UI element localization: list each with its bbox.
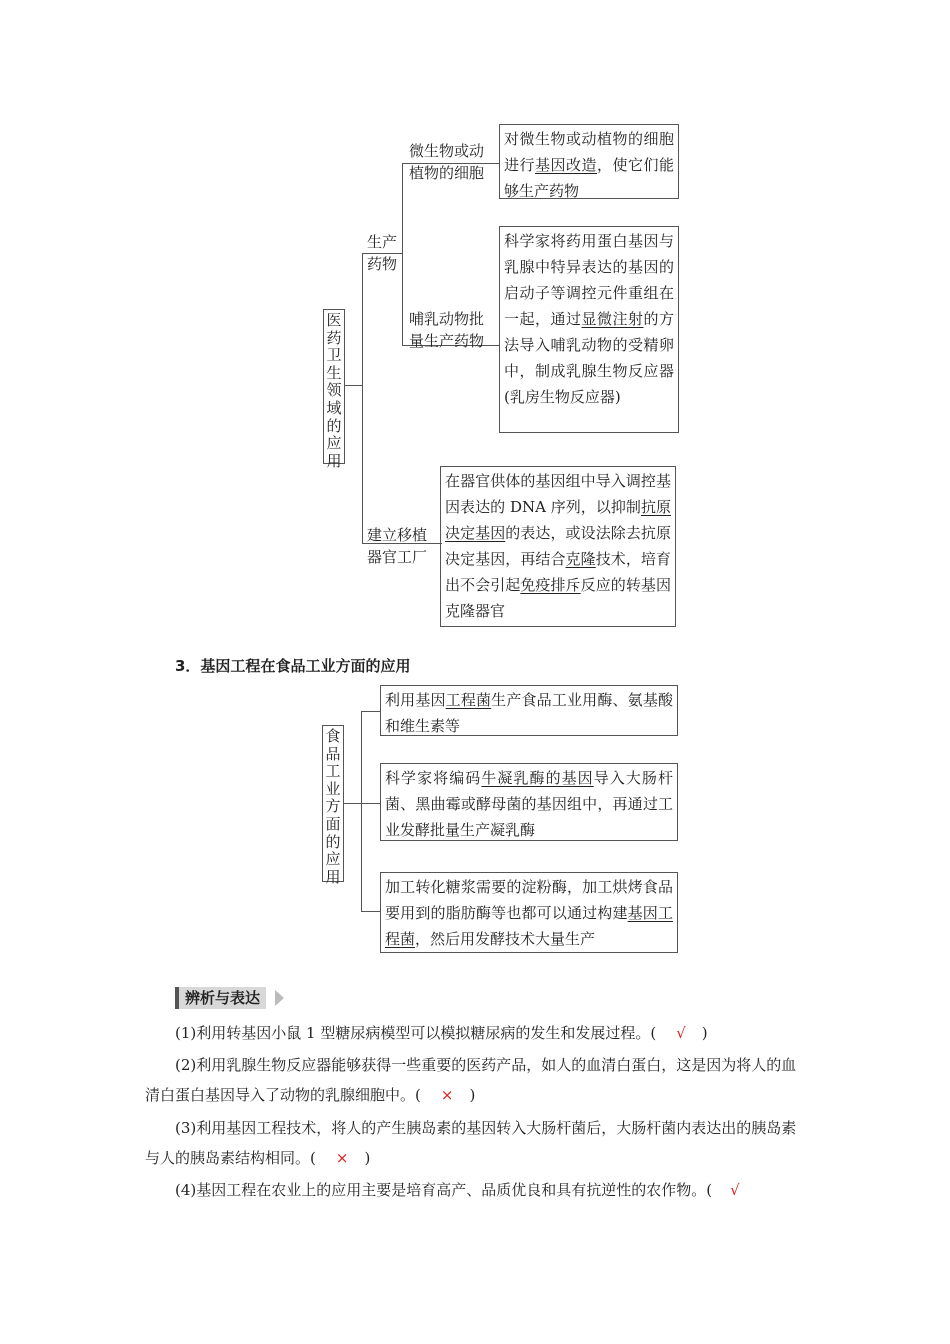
judgment-item-2 <box>145 1050 805 1110</box>
connector <box>362 253 363 544</box>
text: 生产食品工业用酶、氨基酸和维生素等 <box>385 691 673 735</box>
sub-micro-line2: 植物的细胞 <box>409 164 485 182</box>
text: 导入大肠杆菌、黑曲霉或酵母菌的基因组中，再通过工业发酵批量生产凝乳酶 <box>385 769 673 839</box>
check-mark-icon: √ <box>676 1024 686 1042</box>
text: ，然后用发酵技术大量生产 <box>415 930 596 948</box>
analysis-tag: 辨析与表达 <box>175 987 266 1009</box>
branch-produce-line1: 生产 <box>367 233 398 251</box>
item-text: (3)利用基因工程技术，将人的产生胰岛素的基因转入大肠杆菌后，大肠杆菌内表达出的胰岛素与人的胰岛素结构相同。( <box>145 1119 797 1167</box>
text: 技术，培育出不会引起 <box>445 550 671 594</box>
vertical-char: 工 <box>325 762 341 781</box>
food-box-1 <box>380 685 678 736</box>
item-close: ) <box>701 1024 708 1042</box>
box-organ <box>440 466 676 627</box>
vertical-char: 域 <box>326 398 342 417</box>
vertical-char: 医 <box>326 311 342 329</box>
branch-organ-line1: 建立移植 <box>367 526 428 544</box>
judgment-item-1 <box>145 1018 805 1048</box>
key-term: 基因工程菌 <box>385 904 673 948</box>
connector <box>361 911 381 912</box>
key-term: 显微注射 <box>581 310 644 328</box>
vertical-char: 业 <box>325 779 341 798</box>
connector <box>402 163 403 346</box>
judgment-item-4 <box>145 1175 805 1205</box>
cross-mark-icon: × <box>440 1086 454 1104</box>
branch-organ-label <box>367 524 439 568</box>
item-text: (2)利用乳腺生物反应器能够获得一些重要的医药产品，如人的血清白蛋白，这是因为将人的血清白蛋白基因导入了动物的乳腺细胞中。( <box>145 1056 797 1104</box>
vertical-char: 用 <box>325 867 341 886</box>
sub-micro-label <box>409 140 495 184</box>
item-close: ) <box>469 1086 476 1104</box>
item-text: (4)基因工程在农业上的应用主要是培育高产、品质优良和具有抗逆性的农作物。( <box>175 1181 713 1199</box>
cross-mark-icon: × <box>335 1149 349 1167</box>
vertical-char: 方 <box>325 797 341 816</box>
box-micro <box>499 124 679 199</box>
key-term: 工程菌 <box>445 691 492 709</box>
vertical-char: 食 <box>325 727 341 745</box>
vertical-char: 的 <box>326 416 342 435</box>
connector <box>361 711 381 712</box>
root-food <box>322 725 344 886</box>
text: 科学家将药用蛋白基因与乳腺中特异表达的基因的启动子等调控元件重组在一起，通过 <box>504 232 674 328</box>
branch-produce-line2: 药物 <box>367 255 398 273</box>
vertical-char: 领 <box>326 381 342 400</box>
sub-mammal-line1: 哺乳动物批 <box>409 310 485 328</box>
vertical-char: 用 <box>326 451 342 470</box>
text: 科学家将编码 <box>385 769 482 787</box>
sub-micro-line1: 微生物或动 <box>409 142 485 160</box>
item-close: ) <box>364 1149 371 1167</box>
vertical-char: 应 <box>325 850 341 869</box>
judgment-item-3 <box>145 1113 805 1173</box>
key-term: 基因改造 <box>535 156 597 174</box>
food-box-3 <box>380 872 678 953</box>
branch-organ-line2: 器官工厂 <box>367 548 428 566</box>
text: 的方法导入哺乳动物的受精卵中，制成乳腺生物反应器(乳房生物反应器) <box>504 310 674 406</box>
item-text: (1)利用转基因小鼠 1 型糖尿病模型可以模拟糖尿病的发生和发展过程。( <box>175 1024 657 1042</box>
check-mark-icon: √ <box>730 1181 740 1199</box>
key-term: 免疫排斥 <box>520 576 581 594</box>
vertical-char: 面 <box>325 814 341 833</box>
connector <box>345 385 363 386</box>
key-term: 牛凝乳酶的基因 <box>481 769 594 787</box>
text: ，使它们能够生产药物 <box>504 156 674 200</box>
text: 加工转化糖浆需要的淀粉酶，加工烘烤食品要用到的脂肪酶等也都可以通过构建 <box>385 878 673 922</box>
text: 利用基因 <box>385 691 446 709</box>
vertical-char: 生 <box>326 363 342 382</box>
connector <box>361 711 362 912</box>
key-term: 克隆 <box>565 550 596 568</box>
text: 在器官供体的基因组中导入调控基因表达的 DNA 序列，以抑制 <box>445 472 671 516</box>
vertical-char: 品 <box>325 744 341 763</box>
vertical-char: 卫 <box>326 346 342 365</box>
text: 对微生物或动植物的细胞进行 <box>504 130 674 174</box>
tag-arrow-icon <box>275 990 284 1006</box>
connector <box>361 803 381 804</box>
vertical-char: 药 <box>326 328 342 347</box>
vertical-char: 应 <box>326 434 342 453</box>
root-medical <box>323 309 345 470</box>
vertical-char: 的 <box>325 832 341 851</box>
text: 的表达，或设法除去抗原决定基因，再结合 <box>445 524 671 568</box>
connector <box>344 803 362 804</box>
box-mammal <box>499 226 679 433</box>
food-box-2 <box>380 763 678 841</box>
branch-produce-label <box>367 231 403 275</box>
text: 反应的转基因克隆器官 <box>445 576 671 620</box>
key-term: 抗原决定基因 <box>445 498 671 542</box>
section3-heading: 3．基因工程在食品工业方面的应用 <box>175 657 411 675</box>
sub-mammal-line2: 量生产药物 <box>409 332 485 350</box>
sub-mammal-label <box>409 308 495 352</box>
